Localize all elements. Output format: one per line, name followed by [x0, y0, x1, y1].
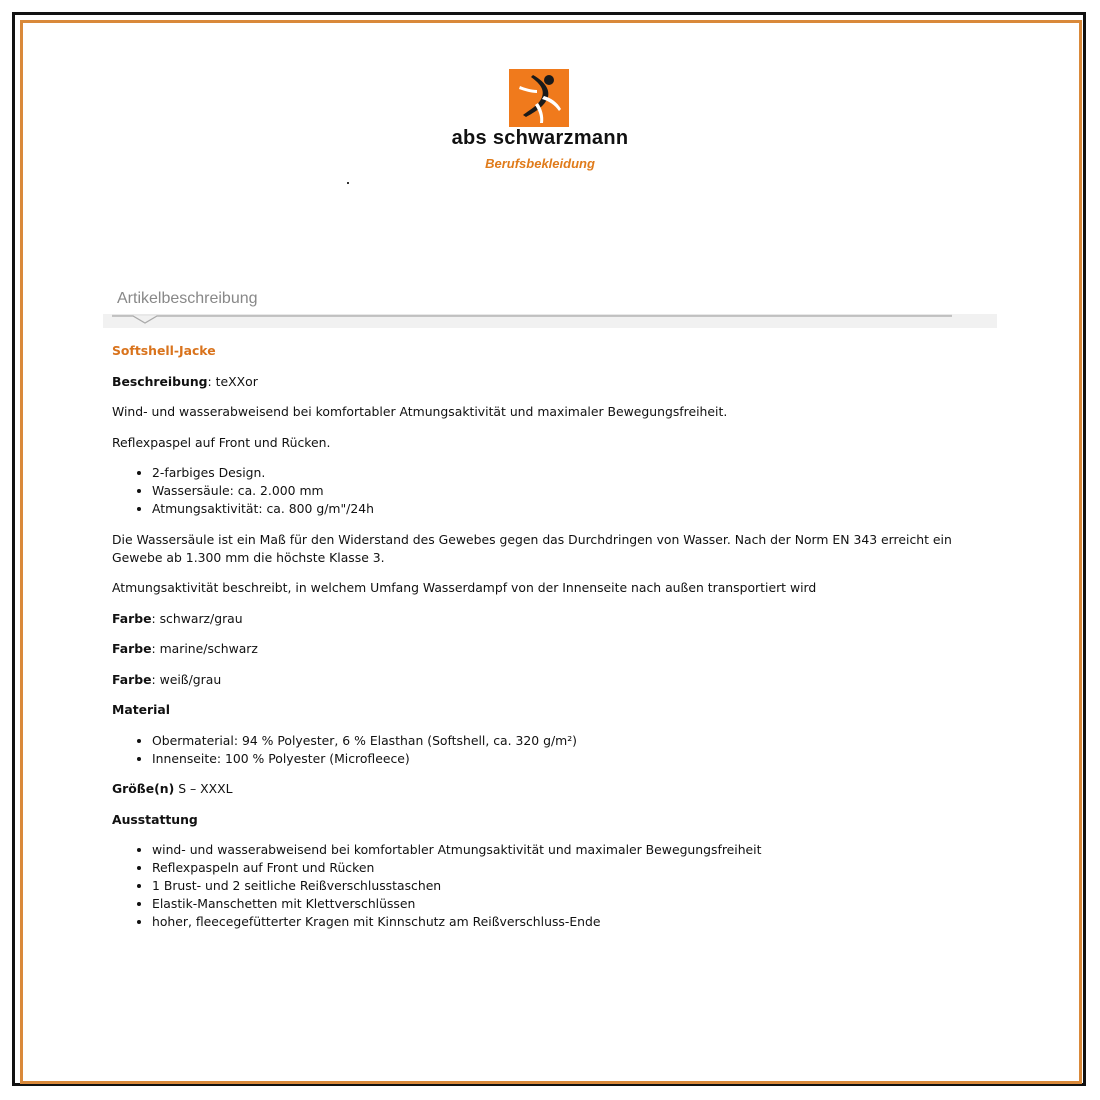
brand-subtitle: Berufsbekleidung [485, 156, 595, 171]
color-label: Farbe [112, 641, 152, 656]
runner-logo-icon [509, 69, 569, 127]
section-header [103, 283, 997, 328]
article-content [112, 342, 962, 944]
color-line [112, 610, 962, 628]
list-item: • 2-farbiges Design. [152, 464, 962, 482]
list-item: • Innenseite: 100 % Polyester (Microfleece) [152, 750, 962, 768]
color-value: : schwarz/grau [151, 610, 243, 626]
size-value: S – XXXL [174, 781, 233, 796]
section-title: Artikelbeschreibung [117, 290, 258, 307]
material-list [112, 732, 962, 768]
list-item: • Wassersäule: ca. 2.000 mm [152, 482, 962, 500]
divider-notch-icon [103, 314, 997, 328]
brand-name: abs schwarzmann [451, 127, 629, 149]
list-item: • Obermaterial: 94 % Polyester, 6 % Elasthan (Softshell, ca. 320 g/m²) [152, 732, 962, 750]
brand-logo [509, 69, 569, 127]
article-title: Softshell-Jacke [112, 343, 216, 358]
color-label: Farbe [112, 610, 152, 626]
equipment-heading [112, 811, 962, 829]
paragraph: Wind- und wasserabweisend bei komfortabler Atmungsaktivität und maximaler Bewegungsfreiheit. [112, 404, 728, 419]
feature-list [112, 464, 962, 518]
list-item: • 1 Brust- und 2 seitliche Reißverschlusstaschen [152, 877, 962, 895]
color-value: : weiß/grau [151, 671, 222, 687]
equipment-heading-text: Ausstattung [112, 811, 198, 827]
list-item: • Elastik-Manschetten mit Klettverschlüssen [152, 895, 962, 913]
list-item: • wind- und wasserabweisend bei komfortabler Atmungsaktivität und maximaler Bewegungsfreiheit [152, 841, 962, 859]
size-line [112, 780, 962, 798]
color-label: Farbe [112, 671, 152, 687]
stray-dot [347, 182, 349, 184]
color-value: : marine/schwarz [151, 641, 258, 656]
description-line [112, 373, 962, 391]
paragraph: Die Wassersäule ist ein Maß für den Widerstand des Gewebes gegen das Durchdringen von Wasser. Nach der Norm EN 343 erreicht ein Gewebe ab 1.300 mm die höchste Klasse 3. [112, 531, 952, 565]
description-value: : teXXor [207, 373, 258, 389]
paragraph: Reflexpaspel auf Front und Rücken. [112, 434, 331, 450]
size-label: Größe(n) [112, 781, 175, 796]
material-heading [112, 701, 962, 719]
description-label: Beschreibung [112, 373, 208, 389]
color-line [112, 671, 962, 689]
paragraph: Atmungsaktivität beschreibt, in welchem Umfang Wasserdampf von der Innenseite nach außen transportiert wird [112, 580, 817, 595]
list-item: • Atmungsaktivität: ca. 800 g/m"/24h [152, 500, 962, 518]
equipment-list [112, 841, 962, 931]
list-item: • Reflexpaspeln auf Front und Rücken [152, 859, 962, 877]
material-heading-text: Material [112, 702, 170, 717]
color-line [112, 640, 962, 658]
section-divider [103, 314, 997, 328]
list-item: • hoher, fleecegefütterter Kragen mit Kinnschutz am Reißverschluss-Ende [152, 913, 962, 931]
